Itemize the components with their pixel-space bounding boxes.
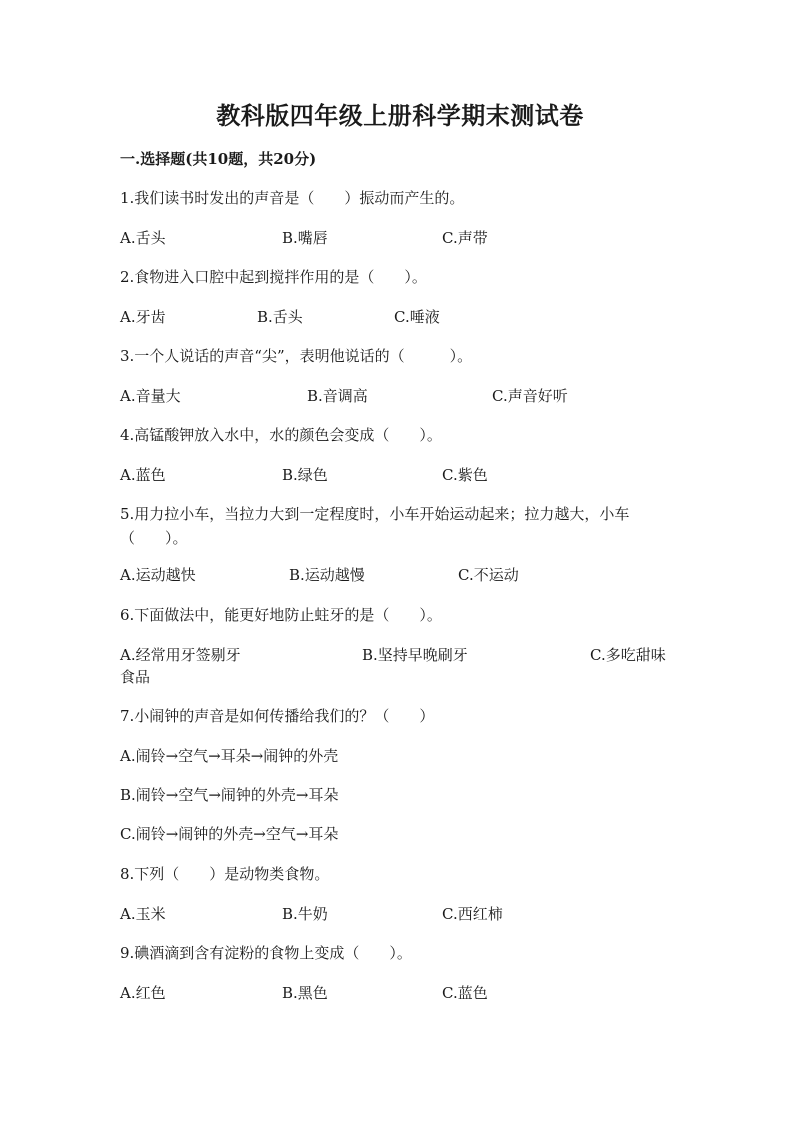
question-5-stem: 5.用力拉小车，当拉力大到一定程度时，小车开始运动起来；拉力越大，小车（ ）。 — [120, 505, 630, 547]
question-7-option-b: B.闹铃→空气→闹钟的外壳→耳朵 — [120, 786, 339, 804]
question-3-stem: 3.一个人说话的声音“尖”，表明他说话的（ ）。 — [120, 347, 473, 365]
question-6-option-c-continued: 食品 — [120, 668, 151, 686]
question-1-option-c: C.声带 — [442, 229, 488, 247]
question-9-stem: 9.碘酒滴到含有淀粉的食物上变成（ ）。 — [120, 944, 412, 962]
question-6-option-b: B.坚持早晚刷牙 — [362, 646, 468, 664]
question-1-option-a: A.舌头 — [120, 229, 166, 247]
question-8-option-b: B.牛奶 — [282, 905, 328, 923]
question-4-option-b: B.绿色 — [282, 466, 328, 484]
section-heading: 一.选择题(共10题，共20分) — [120, 150, 317, 168]
question-2-option-b: B.舌头 — [257, 308, 303, 326]
question-3-option-b: B.音调高 — [307, 387, 368, 405]
question-9-option-b: B.黑色 — [282, 984, 328, 1002]
question-7-stem: 7.小闹钟的声音是如何传播给我们的？（ ） — [120, 707, 435, 725]
question-7-option-a: A.闹铃→空气→耳朵→闹钟的外壳 — [120, 747, 339, 765]
question-2-option-a: A.牙齿 — [120, 308, 166, 326]
question-3-option-a: A.音量大 — [120, 387, 181, 405]
question-1-option-b: B.嘴唇 — [282, 229, 328, 247]
question-6-option-c: C.多吃甜味 — [590, 646, 666, 664]
question-2-stem: 2.食物进入口腔中起到搅拌作用的是（ ）。 — [120, 268, 427, 286]
question-7-option-c: C.闹铃→闹钟的外壳→空气→耳朵 — [120, 825, 339, 843]
question-6-option-a: A.经常用牙签剔牙 — [120, 646, 241, 664]
question-8-option-a: A.玉米 — [120, 905, 166, 923]
page-title: 教科版四年级上册科学期末测试卷 — [216, 101, 584, 130]
question-4-option-a: A.蓝色 — [120, 466, 166, 484]
question-2-option-c: C.唾液 — [394, 308, 440, 326]
question-6-stem: 6.下面做法中，能更好地防止蛀牙的是（ ）。 — [120, 606, 442, 624]
question-9-option-a: A.红色 — [120, 984, 166, 1002]
question-8-stem: 8.下列（ ）是动物类食物。 — [120, 865, 330, 883]
question-1-stem: 1.我们读书时发出的声音是（ ）振动而产生的。 — [120, 189, 465, 207]
question-4-option-c: C.紫色 — [442, 466, 488, 484]
question-8-option-c: C.西红柿 — [442, 905, 503, 923]
question-5-option-a: A.运动越快 — [120, 566, 196, 584]
question-5-option-b: B.运动越慢 — [289, 566, 365, 584]
question-9-option-c: C.蓝色 — [442, 984, 488, 1002]
question-3-option-c: C.声音好听 — [492, 387, 568, 405]
question-4-stem: 4.高锰酸钾放入水中，水的颜色会变成（ ）。 — [120, 426, 442, 444]
question-5-option-c: C.不运动 — [458, 566, 519, 584]
